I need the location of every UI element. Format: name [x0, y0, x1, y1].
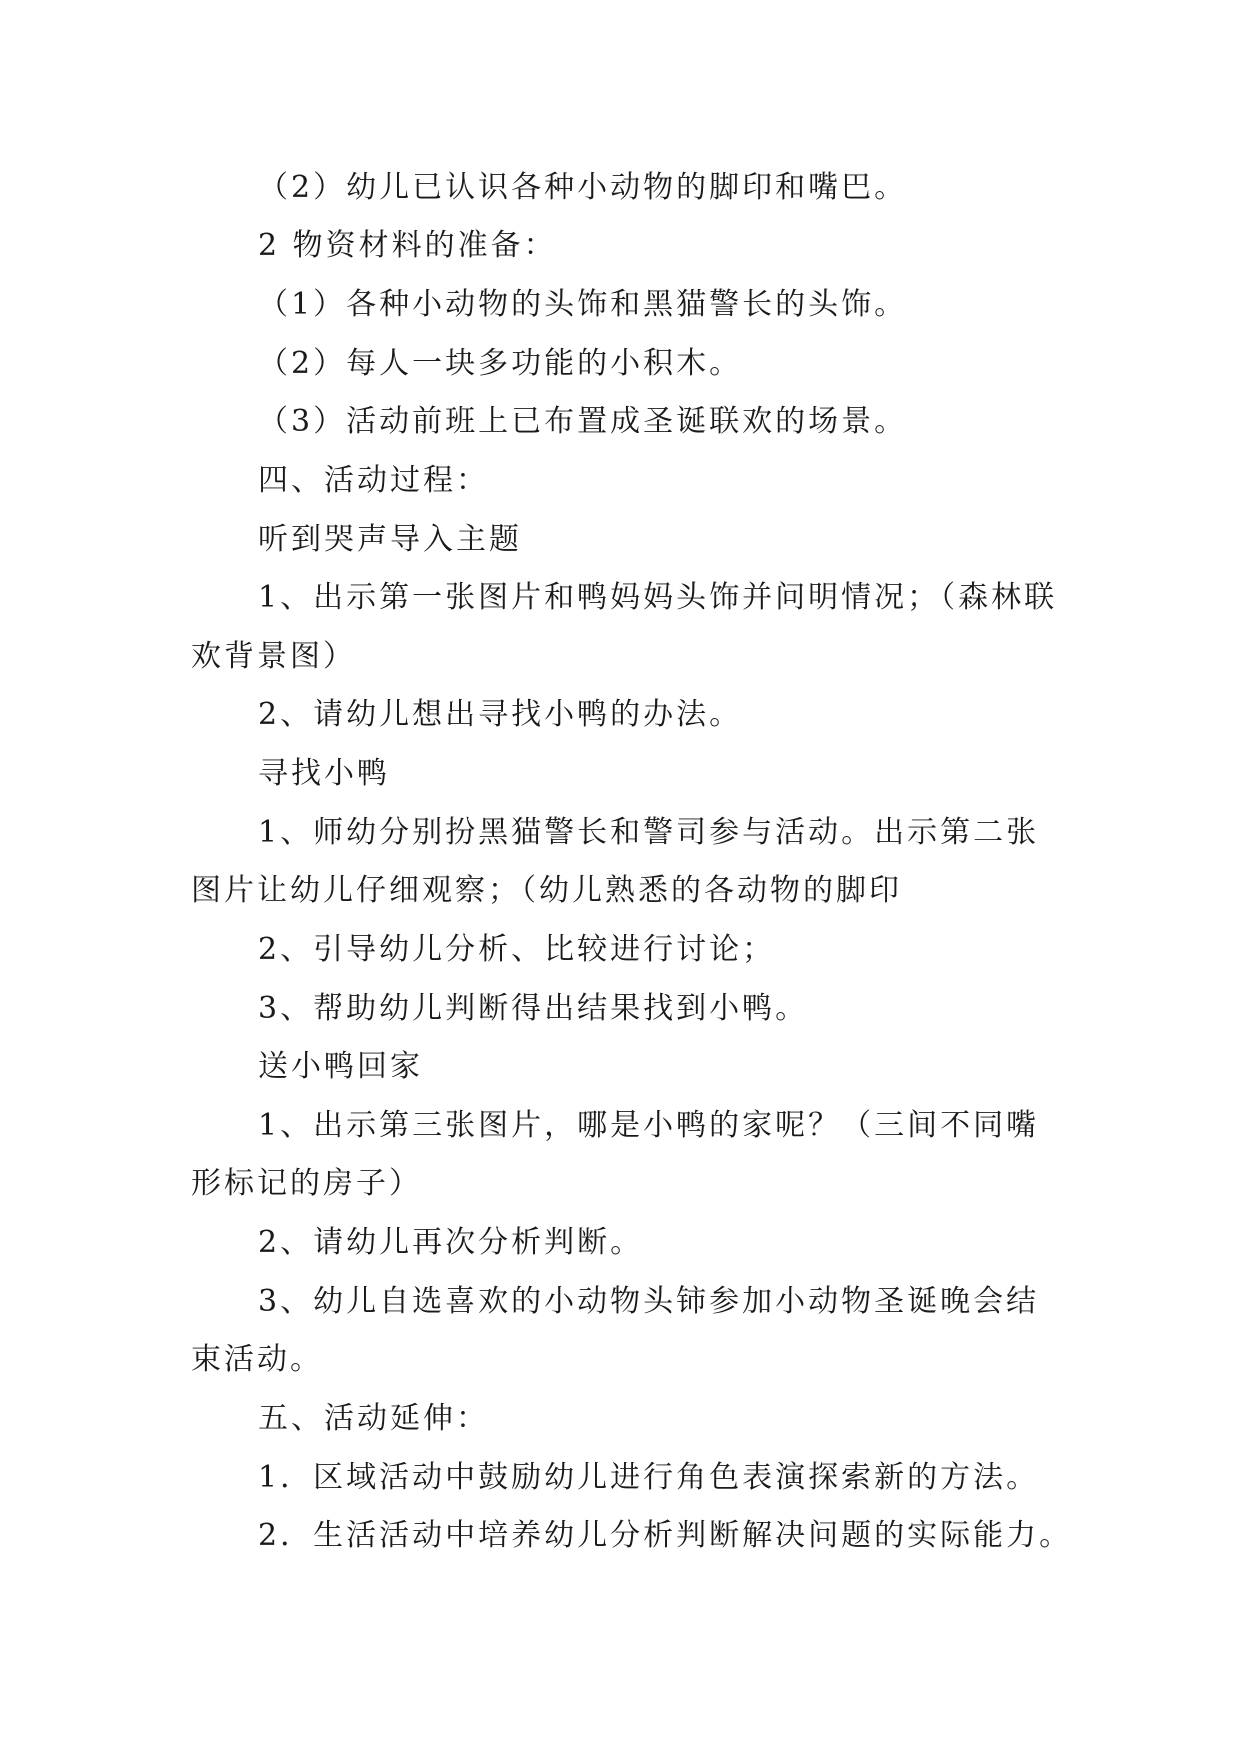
- text-line: 2、请幼儿再次分析判断。: [258, 1225, 644, 1260]
- subsection-heading: 寻找小鸭: [258, 756, 390, 791]
- text-line: 2．生活活动中培养幼儿分析判断解决问题的实际能力。: [258, 1518, 1073, 1553]
- text-line: 1、出示第一张图片和鸭妈妈头饰并问明情况；（森林联: [258, 580, 1058, 615]
- text-line: 图片让幼儿仔细观察；（幼儿熟悉的各动物的脚印: [191, 873, 902, 908]
- text-line: 1、出示第三张图片，哪是小鸭的家呢？（三间不同嘴: [258, 1108, 1040, 1143]
- text-line: 3、帮助幼儿判断得出结果找到小鸭。: [258, 991, 809, 1026]
- subsection-heading: 听到哭声导入主题: [258, 522, 522, 557]
- text-line: 2 物资材料的准备：: [258, 228, 557, 263]
- text-line: （3）活动前班上已布置成圣诞联欢的场景。: [258, 404, 908, 439]
- text-line: 1、师幼分别扮黑猫警长和警司参与活动。出示第二张: [258, 815, 1040, 850]
- section-heading: 五、活动延伸：: [258, 1401, 489, 1436]
- text-line: （2）每人一块多功能的小积木。: [258, 346, 743, 381]
- text-line: 2、引导幼儿分析、比较进行讨论；: [258, 932, 776, 967]
- text-line: 形标记的房子）: [191, 1166, 422, 1201]
- text-line: 束活动。: [191, 1342, 323, 1377]
- text-line: 3、幼儿自选喜欢的小动物头铈参加小动物圣诞晚会结: [258, 1284, 1040, 1319]
- text-line: 2、请幼儿想出寻找小鸭的办法。: [258, 697, 743, 732]
- subsection-heading: 送小鸭回家: [258, 1049, 423, 1084]
- text-line: （2）幼儿已认识各种小动物的脚印和嘴巴。: [258, 170, 908, 205]
- text-line: （1）各种小动物的头饰和黑猫警长的头饰。: [258, 287, 908, 322]
- text-line: 欢背景图）: [191, 639, 356, 674]
- section-heading: 四、活动过程：: [258, 463, 489, 498]
- text-line: 1．区域活动中鼓励幼儿进行角色表演探索新的方法。: [258, 1460, 1040, 1495]
